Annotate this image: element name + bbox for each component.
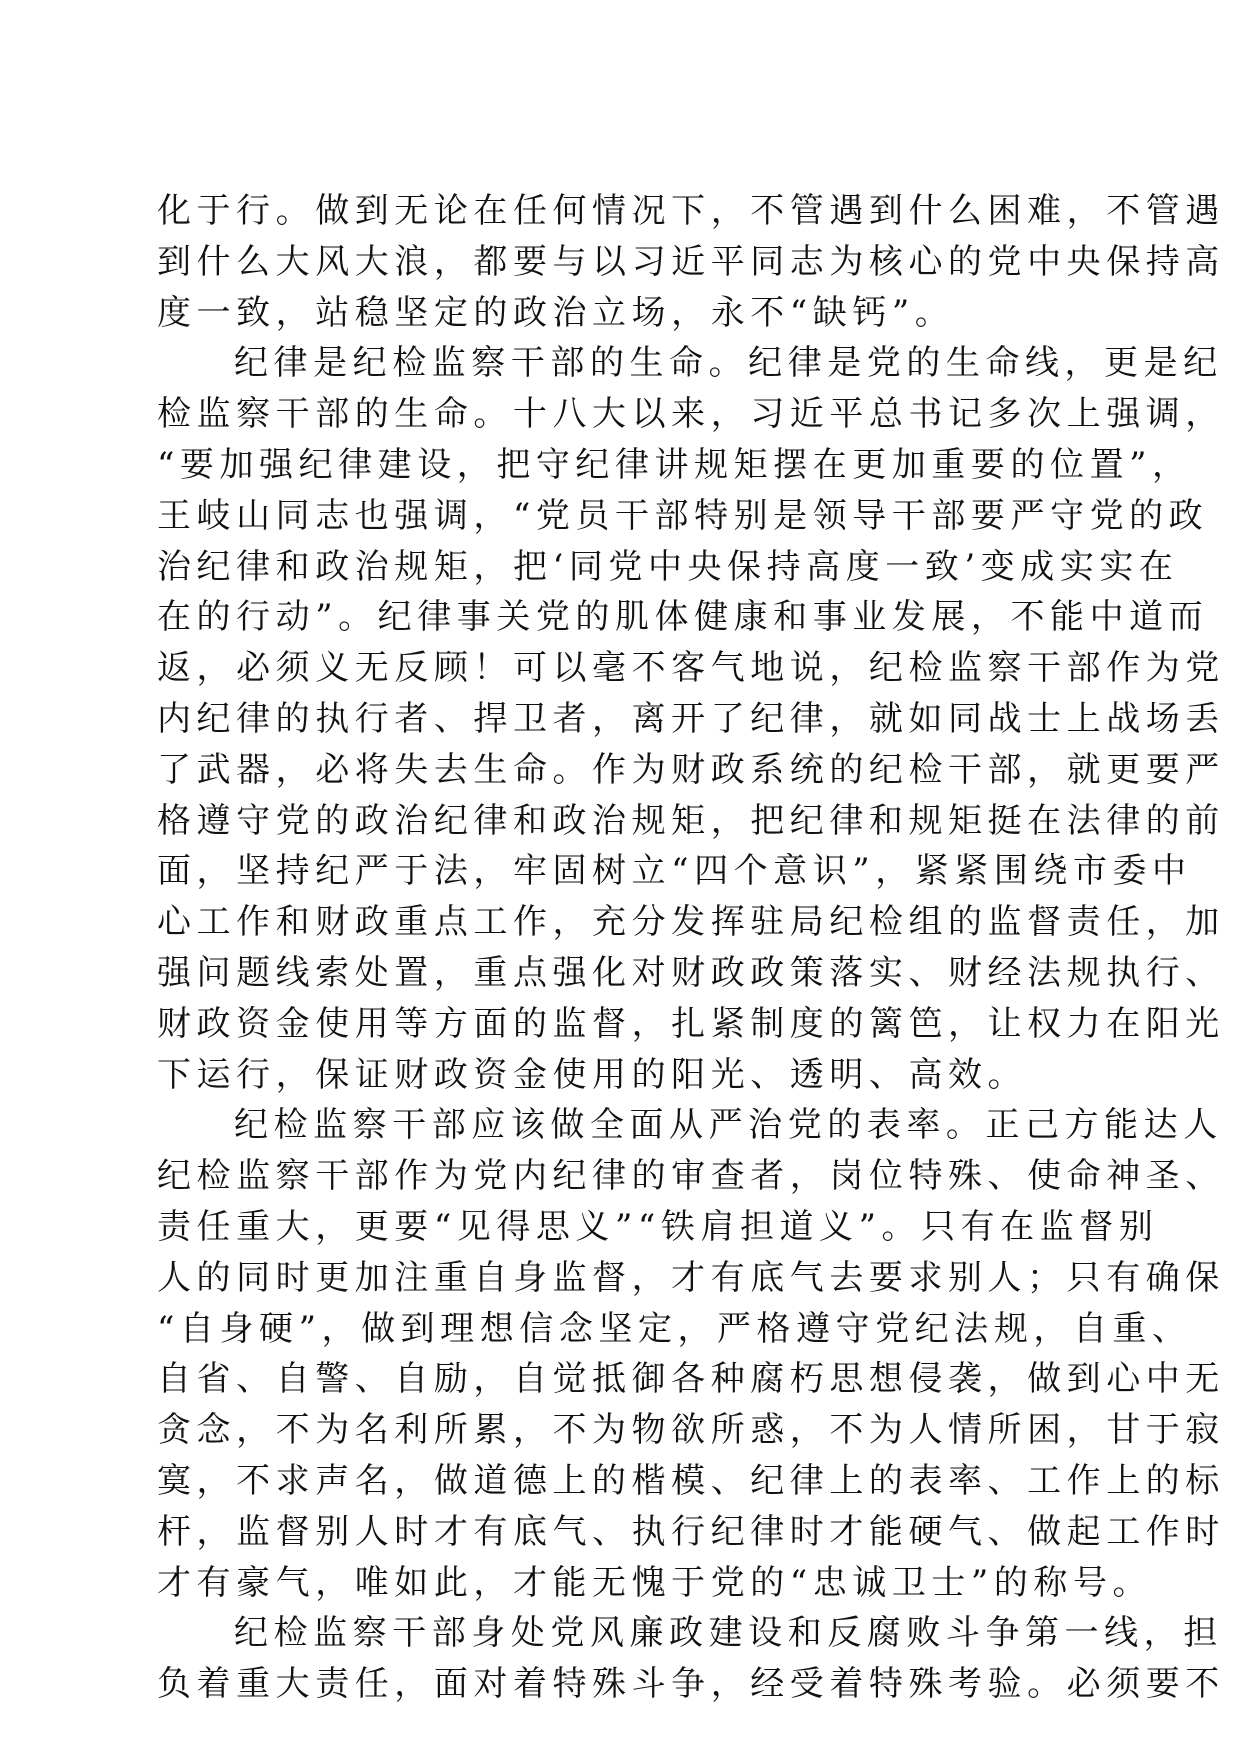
text-line: 王岐山同志也强调，“党员干部特别是领导干部要严守党的政 xyxy=(157,495,1209,536)
text-line: 治纪律和政治规矩，把‘同党中央保持高度一致’变成实实在 xyxy=(157,546,1179,587)
text-line: 人的同时更加注重自身监督，才有底气去要求别人；只有确保 xyxy=(157,1257,1225,1298)
document-body xyxy=(157,186,1225,1710)
text-line: “要加强纪律建设，把守纪律讲规矩摆在更加重要的位置”， xyxy=(157,444,1192,485)
text-line: 贪念，不为名利所累，不为物欲所惑，不为人情所困，甘于寂 xyxy=(157,1410,1225,1451)
text-line: 财政资金使用等方面的监督，扎紧制度的篱笆，让权力在阳光 xyxy=(157,1003,1225,1044)
text-line: 寞，不求声名，做道德上的楷模、纪律上的表率、工作上的标 xyxy=(157,1460,1225,1501)
paragraph-first-line: 纪检监察干部身处党风廉政建设和反腐败斗争第一线，担 xyxy=(234,1613,1223,1654)
text-line: “自身硬”，做到理想信念坚定，严格遵守党纪法规，自重、 xyxy=(157,1308,1192,1349)
text-line: 杆，监督别人时才有底气、执行纪律时才能硬气、做起工作时 xyxy=(157,1511,1225,1552)
text-line: 强问题线索处置，重点强化对财政政策落实、财经法规执行、 xyxy=(157,952,1225,993)
text-line: 自省、自警、自励，自觉抵御各种腐朽思想侵袭，做到心中无 xyxy=(157,1359,1225,1400)
text-line: 检监察干部的生命。十八大以来，习近平总书记多次上强调， xyxy=(157,394,1225,435)
text-line: 化于行。做到无论在任何情况下，不管遇到什么困难，不管遇 xyxy=(157,191,1225,231)
paragraph-first-line: 纪检监察干部应该做全面从严治党的表率。正己方能达人 xyxy=(234,1105,1223,1146)
text-line: 在的行动”。纪律事关党的肌体健康和事业发展，不能中道而 xyxy=(157,597,1209,638)
text-line: 到什么大风大浪，都要与以习近平同志为核心的党中央保持高 xyxy=(157,241,1225,282)
text-line: 负着重大责任，面对着特殊斗争，经受着特殊考验。必须要不 xyxy=(157,1664,1225,1705)
paragraph-first-line: 纪律是纪检监察干部的生命。纪律是党的生命线，更是纪 xyxy=(234,343,1223,384)
text-line: 心工作和财政重点工作，充分发挥驻局纪检组的监督责任，加 xyxy=(157,902,1225,943)
text-line: 度一致，站稳坚定的政治立场，永不“缺钙”。 xyxy=(157,292,955,333)
text-line: 责任重大，更要“见得思义”“铁肩担道义”。只有在监督别 xyxy=(157,1206,1159,1247)
text-line: 内纪律的执行者、捍卫者，离开了纪律，就如同战士上战场丢 xyxy=(157,698,1225,739)
text-line: 格遵守党的政治纪律和政治规矩，把纪律和规矩挺在法律的前 xyxy=(157,800,1225,841)
text-line: 返，必须义无反顾！可以毫不客气地说，纪检监察干部作为党 xyxy=(157,648,1225,689)
text-line: 下运行，保证财政资金使用的阳光、透明、高效。 xyxy=(157,1054,1028,1095)
text-line: 了武器，必将失去生命。作为财政系统的纪检干部，就更要严 xyxy=(157,749,1225,790)
text-line: 面，坚持纪严于法，牢固树立“四个意识”，紧紧围绕市委中 xyxy=(157,851,1192,892)
text-line: 纪检监察干部作为党内纪律的审查者，岗位特殊、使命神圣、 xyxy=(157,1156,1225,1197)
text-line: 才有豪气，唯如此，才能无愧于党的“忠诚卫士”的称号。 xyxy=(157,1562,1153,1603)
